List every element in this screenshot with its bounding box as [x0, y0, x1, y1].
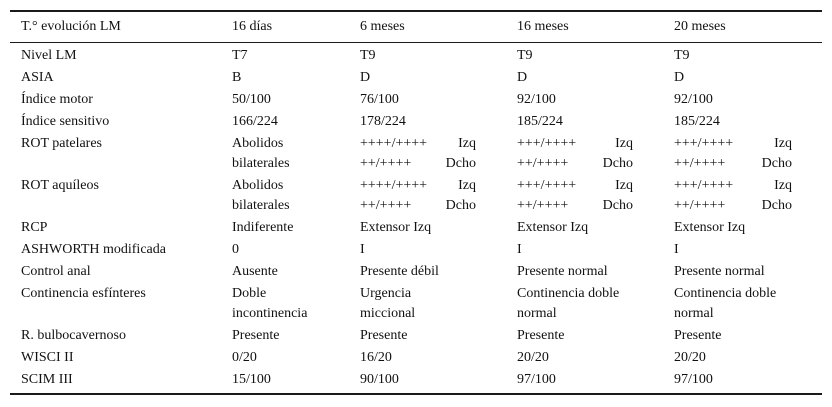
table-cell [221, 175, 349, 217]
table-cell [349, 283, 506, 325]
cell-line: normal [674, 305, 714, 321]
table-cell: 185/224 [517, 113, 563, 129]
table-cell: 20/20 [674, 349, 706, 365]
side-label: Dcho [445, 155, 476, 171]
table-cell: Ausente [232, 263, 278, 279]
table-row [10, 111, 822, 133]
header-cell: T.° evolución LM [10, 11, 221, 42]
row-label: Control anal [21, 263, 91, 279]
cell-line: Doble [232, 285, 267, 301]
table-cell: Indiferente [232, 219, 294, 235]
side-label: Izq [774, 177, 792, 193]
table-cell: T9 [517, 47, 533, 63]
table-cell [506, 175, 663, 217]
table-cell [506, 283, 663, 325]
table-cell: Extensor Izq [517, 219, 589, 235]
row-label: WISCI II [21, 349, 74, 365]
cell-line: bilaterales [232, 155, 290, 171]
cell-line: incontinencia [232, 305, 308, 321]
table-cell [349, 175, 506, 217]
side-label: Izq [458, 177, 476, 193]
table-row [10, 239, 822, 261]
reflex-value: +++/++++ [517, 135, 577, 151]
reflex-value: ++/++++ [674, 197, 726, 213]
reflex-value: ++++/++++ [360, 177, 428, 193]
table-cell: 0/20 [232, 349, 257, 365]
table-cell: Presente normal [674, 263, 765, 279]
table-cell: I [360, 241, 365, 257]
reflex-value: +++/++++ [517, 177, 577, 193]
cell-line: Continencia doble [674, 285, 777, 301]
table-cell: Extensor Izq [674, 219, 746, 235]
header-cell: 16 días [221, 11, 349, 42]
table-cell: I [674, 241, 679, 257]
table-cell: T7 [232, 47, 248, 63]
row-label: ASIA [21, 69, 54, 85]
table-cell: 178/224 [360, 113, 406, 129]
side-label: Izq [458, 135, 476, 151]
table-cell: I [517, 241, 522, 257]
table-row [10, 175, 822, 217]
table-cell: 20/20 [517, 349, 549, 365]
reflex-value: +++/++++ [674, 135, 734, 151]
reflex-value: ++/++++ [674, 155, 726, 171]
cell-line: Abolidos [232, 135, 284, 151]
header-cell: 20 meses [663, 11, 822, 42]
table-cell: 15/100 [221, 369, 349, 394]
row-label: Índice sensitivo [21, 113, 110, 129]
table-row [10, 89, 822, 111]
side-label: Izq [615, 135, 633, 151]
table-row [10, 347, 822, 369]
row-label: Índice motor [21, 91, 93, 107]
table-cell: Presente normal [517, 263, 608, 279]
table-cell: 0 [232, 241, 239, 257]
table-cell: 185/224 [674, 113, 720, 129]
cell-line: normal [517, 305, 557, 321]
table-cell: T9 [674, 47, 690, 63]
row-label: ROT aquíleos [21, 177, 99, 193]
table-cell: Presente [232, 327, 280, 343]
table-row [10, 133, 822, 175]
table-cell: D [517, 69, 528, 85]
table-cell [663, 175, 822, 217]
cell-line: Urgencia [360, 285, 412, 301]
table-cell: B [232, 69, 242, 85]
row-label: Nivel LM [21, 47, 77, 63]
table-row [10, 67, 822, 89]
row-label: R. bulbocavernoso [21, 327, 126, 343]
table-cell: 90/100 [349, 369, 506, 394]
side-label: Izq [774, 135, 792, 151]
reflex-value: ++/++++ [360, 197, 412, 213]
table-row [10, 261, 822, 283]
cell-line: miccional [360, 305, 416, 321]
reflex-value: ++/++++ [360, 155, 412, 171]
table-cell: 92/100 [674, 91, 713, 107]
table-cell: Presente [360, 327, 408, 343]
table-cell: 97/100 [506, 369, 663, 394]
row-label: ASHWORTH modificada [21, 241, 166, 257]
row-label: ROT patelares [21, 135, 102, 151]
reflex-value: ++/++++ [517, 155, 569, 171]
row-label: SCIM III [10, 369, 221, 394]
row-label: Continencia esfínteres [21, 285, 146, 301]
table-cell: D [674, 69, 685, 85]
table-cell: 97/100 [663, 369, 822, 394]
reflex-value: ++++/++++ [360, 135, 428, 151]
table-row [10, 217, 822, 239]
table-cell: D [360, 69, 371, 85]
cell-line: Abolidos [232, 177, 284, 193]
side-label: Dcho [761, 197, 792, 213]
cell-line: bilaterales [232, 197, 290, 213]
table-cell: Extensor Izq [360, 219, 432, 235]
side-label: Dcho [602, 197, 633, 213]
clinical-evolution-table [10, 10, 822, 395]
table-cell: T9 [360, 47, 376, 63]
table-cell: 50/100 [232, 91, 271, 107]
table-cell [221, 133, 349, 175]
table-header-row [10, 11, 822, 42]
table-cell [663, 283, 822, 325]
table-cell [349, 133, 506, 175]
side-label: Dcho [761, 155, 792, 171]
table-row [10, 283, 822, 325]
table-cell: Presente [517, 327, 565, 343]
table-cell: 166/224 [232, 113, 278, 129]
table-cell [506, 133, 663, 175]
table-row [10, 42, 822, 67]
side-label: Izq [615, 177, 633, 193]
header-cell: 16 meses [506, 11, 663, 42]
table-cell [221, 283, 349, 325]
table-cell: Presente [674, 327, 722, 343]
cell-line: Continencia doble [517, 285, 620, 301]
table-cell: 76/100 [360, 91, 399, 107]
reflex-value: +++/++++ [674, 177, 734, 193]
table-cell: 92/100 [517, 91, 556, 107]
side-label: Dcho [445, 197, 476, 213]
table-cell: 16/20 [360, 349, 392, 365]
table-cell: Presente débil [360, 263, 439, 279]
reflex-value: ++/++++ [517, 197, 569, 213]
table-row [10, 325, 822, 347]
table-row [10, 369, 822, 394]
header-cell: 6 meses [349, 11, 506, 42]
row-label: RCP [21, 219, 48, 235]
table-cell [663, 133, 822, 175]
side-label: Dcho [602, 155, 633, 171]
